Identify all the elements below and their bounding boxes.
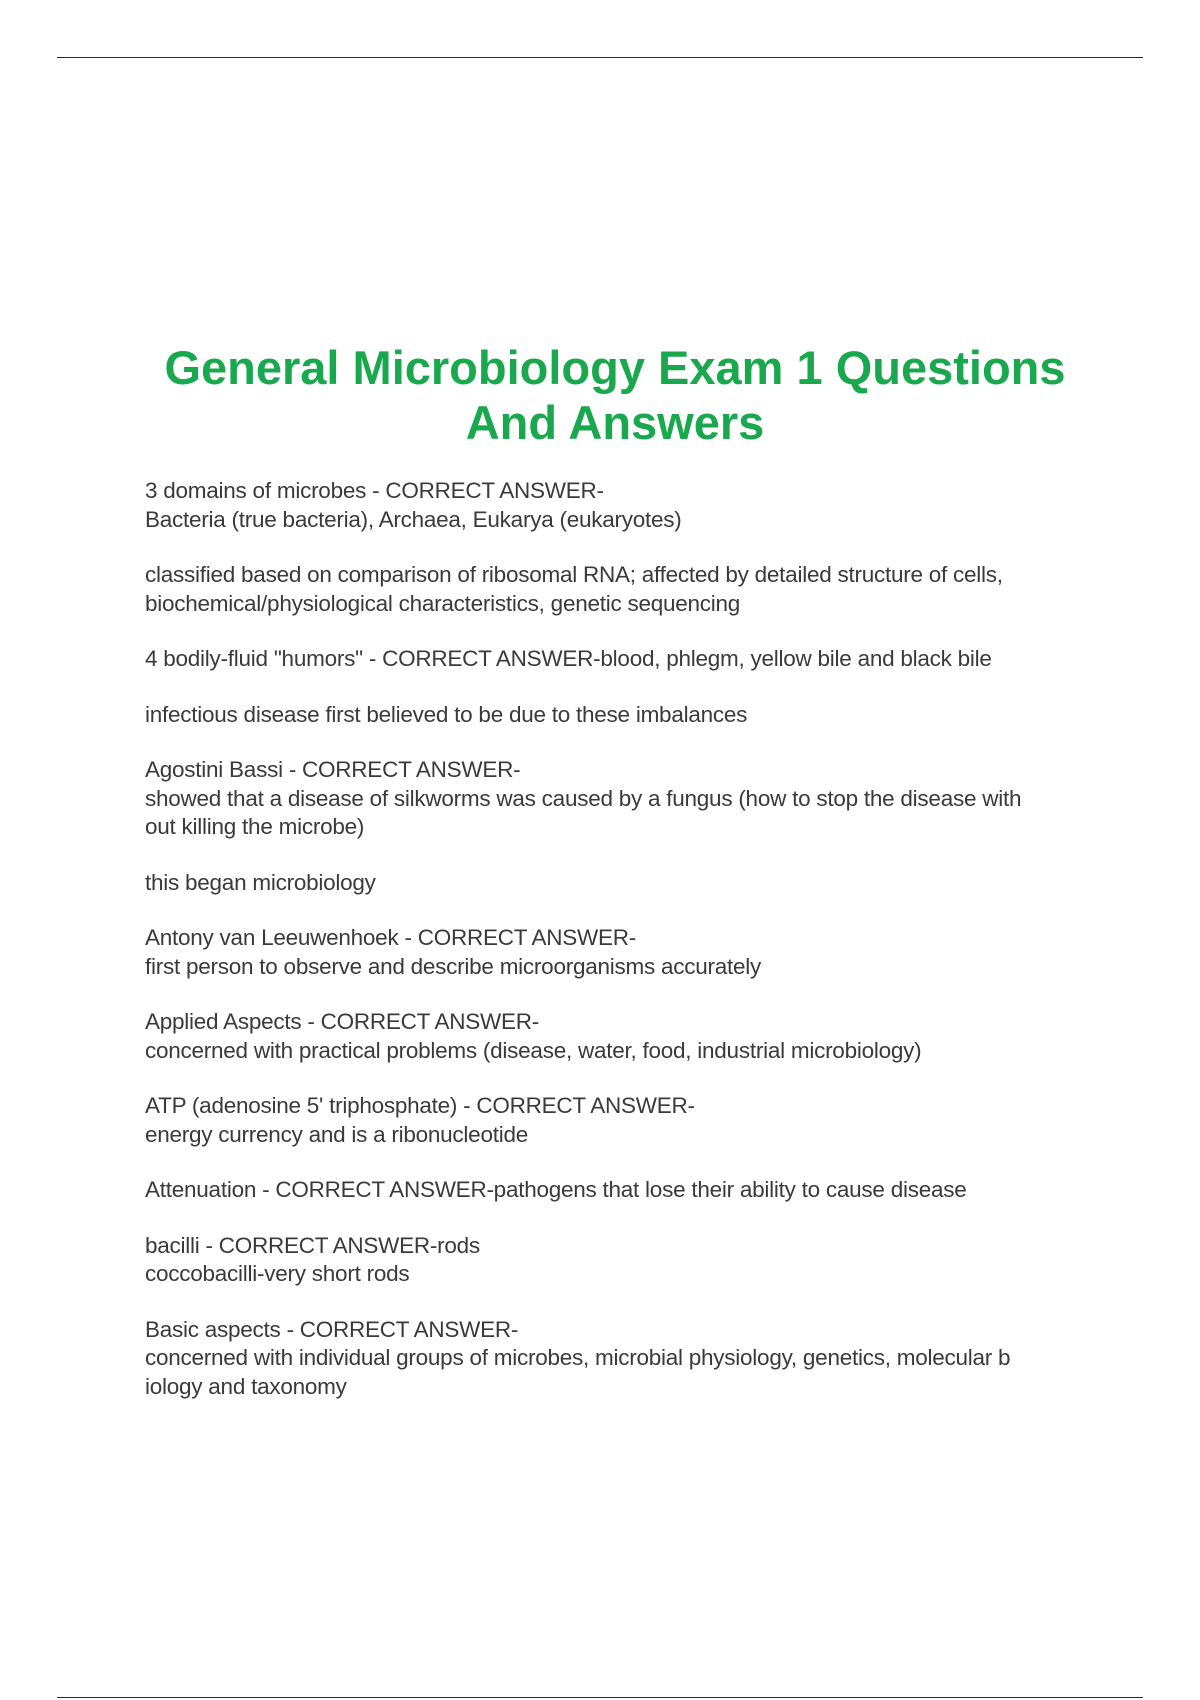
qa-line: ATP (adenosine 5' triphosphate) - CORRECT ANSWER- xyxy=(145,1093,695,1118)
qa-line: out killing the microbe) xyxy=(145,814,365,839)
qa-line: iology and taxonomy xyxy=(145,1373,347,1399)
qa-line: Agostini Bassi - CORRECT ANSWER- xyxy=(145,757,521,782)
qa-entry xyxy=(145,477,1095,534)
document-title xyxy=(100,340,1130,450)
qa-entry xyxy=(145,1232,1095,1289)
qa-line: coccobacilli-very short rods xyxy=(145,1261,410,1286)
qa-line: Antony van Leeuwenhoek - CORRECT ANSWER- xyxy=(145,925,637,950)
qa-line: classified based on comparison of ribosomal RNA; affected by detailed structure of cells, xyxy=(145,562,1003,587)
qa-line: biochemical/physiological characteristics, genetic sequencing xyxy=(145,590,741,616)
qa-line: 3 domains of microbes - CORRECT ANSWER- xyxy=(145,478,604,503)
qa-line: this began microbiology xyxy=(145,869,376,895)
qa-entry xyxy=(145,869,1095,898)
qa-line: concerned with practical problems (disease, water, food, industrial microbiology) xyxy=(145,1037,922,1063)
qa-line: Basic aspects - CORRECT ANSWER- xyxy=(145,1316,519,1342)
qa-entry xyxy=(145,924,1095,981)
title-line-1: General Microbiology Exam 1 Questions xyxy=(164,341,1066,394)
bottom-rule xyxy=(57,1697,1143,1698)
top-rule xyxy=(57,57,1143,58)
qa-entry xyxy=(145,756,1095,842)
qa-entry xyxy=(145,561,1095,618)
qa-entry xyxy=(145,645,1095,674)
qa-line: showed that a disease of silkworms was caused by a fungus (how to stop the disease with xyxy=(145,785,1022,811)
qa-line: bacilli - CORRECT ANSWER-rods xyxy=(145,1232,480,1258)
qa-entry xyxy=(145,701,1095,730)
qa-line: concerned with individual groups of microbes, microbial physiology, genetics, molecular b xyxy=(145,1345,1011,1370)
qa-line: infectious disease first believed to be due to these imbalances xyxy=(145,701,748,727)
qa-line: first person to observe and describe microorganisms accurately xyxy=(145,953,762,979)
title-line-2: And Answers xyxy=(465,396,765,449)
qa-entry xyxy=(145,1092,1095,1149)
qa-list xyxy=(145,477,1095,1428)
qa-line: Applied Aspects - CORRECT ANSWER- xyxy=(145,1009,539,1034)
qa-line: 4 bodily-fluid "humors" - CORRECT ANSWER-blood, phlegm, yellow bile and black bile xyxy=(145,646,992,671)
qa-line: Attenuation - CORRECT ANSWER-pathogens that lose their ability to cause disease xyxy=(145,1177,967,1202)
qa-entry xyxy=(145,1008,1095,1065)
qa-entry xyxy=(145,1316,1095,1402)
qa-line: energy currency and is a ribonucleotide xyxy=(145,1121,528,1147)
qa-line: Bacteria (true bacteria), Archaea, Eukarya (eukaryotes) xyxy=(145,506,682,532)
qa-entry xyxy=(145,1176,1095,1205)
